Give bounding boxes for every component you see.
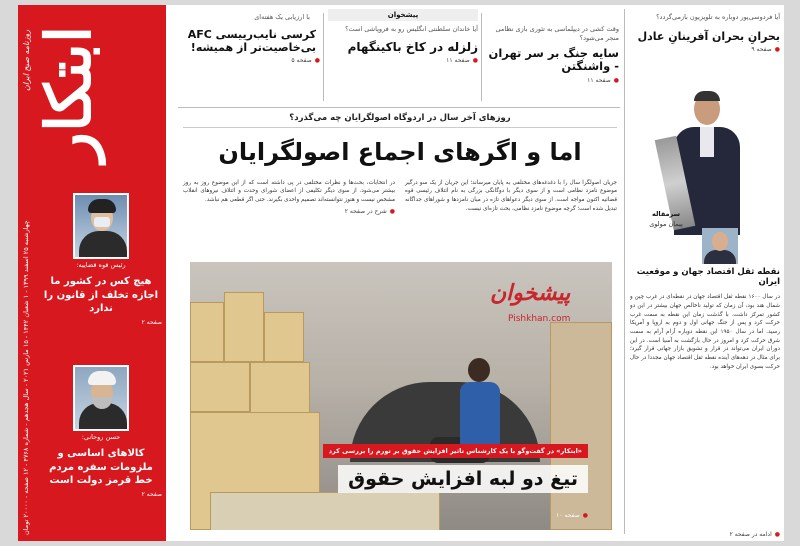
author-portrait [702,228,738,264]
editorial-body: در سال ۱۶۰۰ نقطه ثقل اقتصاد جهان در نقطه‌ای در غرب چین و شمال هند بود، آن زمان که تولید ناخالص جهان بیشتر در این دو کشور تمرکز داشت. با گذشت زمان این نقطه به سمت غرب حرکت کرد و پس از جنگ جهانی اول و دوم به اروپا و آمریکا رسید. اما در سال ۱۹۵۰ این نقطه دوباره آرام آرام به سمت شرق حرکت کرد و امروز در حال بازگشت به آسیا است. در این دوران ایران می‌تواند در قرار و تشویق بازار جهانی قرار گیرد؛ برای مثال در دهه‌های آینده نقطه ثقل اقتصاد جهان مجددا در حال حرکت بسوی ایران خواهد بود. [630,294,780,370]
teaser-title[interactable]: زلزله در کاخ باکینگهام [347,39,478,54]
divider [481,13,482,101]
editorial-label: سرمقاله [652,210,680,218]
photo-story[interactable] [190,262,612,530]
left-story-title[interactable]: کالاهای اساسی و ملزومات سفره مردم خط قرمز دولت است [49,448,153,486]
teaser-war-shadow[interactable] [484,25,619,103]
main-story-body-left-wrap [183,179,395,215]
left-story-caption: حسن روحانی: [81,433,121,441]
rouhani-portrait [73,365,129,431]
teaser-title[interactable]: کرسی نایب‌رییسی AFC بی‌خاصیت‌تر از همیشه! [187,27,316,54]
dateline: چهارشنبه ۲۵ اسفند ۱۳۹۹ - ۱ شعبان ۱۴۴۲ - ۱۵ مارس ۲۰۲۱ - سال هجدهم - شماره ۴۷۶۸ - ۱۲ صفحه - ۲۰۰۰۰ تومان [22,220,30,535]
raisi-portrait [73,193,129,259]
teaser-page: ● صفحه ۱۱ [484,77,619,84]
left-story-caption: رئیس قوه قضاییه: [76,261,126,269]
left-story-page: صفحه ۲ [141,318,162,326]
photo-story-page: ● صفحه ۱۰ [556,512,588,519]
teaser-page: ● صفحه ۱۱ [328,57,478,64]
pishkhan-label: پیشخوان [328,9,478,21]
pishkhan-watermark: پیشخوان [490,280,571,306]
main-story-body-left: در انتخابات، بحث‌ها و نظرات مختلفی در پی داشته است که از این موضوع روز به روز بیشتر می‌شود. از سوی دیگر تکلیفی از اعضای شورای وحدت و ائتلاف نیروهای انقلاب مشخص نیست و هنوز نتوانسته‌اند تصمیم واحدی بگیرند. حتی اگر قطعی هم نباشد. [183,179,395,204]
main-story-more[interactable]: ● شرح در صفحه ۲ [183,208,395,215]
newspaper-logo[interactable]: ابتکار [32,25,105,163]
left-story-page: صفحه ۲ [141,490,162,498]
logo-subtitle: روزنامه صبح ایران [22,29,31,91]
teaser-kicker: آیا خاندان سلطنتی انگلیس رو به فروپاشی است؟ [345,25,478,33]
logo-area [18,5,166,185]
photo-story-kicker: «ابتکار» در گفت‌وگو با یک کارشناس تاثیر افزایش حقوق بر تورم را بررسی کرد [323,444,588,458]
main-story-body [183,179,617,215]
left-story-title[interactable]: هیچ کس در کشور ما اجازه تخلف از قانون را ندارد [43,276,159,314]
right-top-title[interactable]: بحرانِ بحران آفرینانِ عادل [637,29,780,43]
main-story[interactable] [183,113,617,253]
photo-story-headline[interactable]: تیغ دو لبه افزایش حقوق [338,465,588,493]
divider [624,9,625,534]
teaser-title[interactable]: سایه جنگ بر سر تهران - واشنگتن [488,45,619,74]
main-story-headline[interactable]: اما و اگرهای اجماع اصولگرایان [218,138,582,166]
worker [460,382,500,452]
teaser-page: ● صفحه ۵ [178,57,320,64]
divider [178,107,620,108]
left-story-judiciary[interactable] [40,193,162,326]
masthead [18,5,166,541]
right-top-page: ● صفحه ۹ [630,46,780,53]
newspaper-page [18,5,784,541]
teaser-kicker: با ارزیابی یک هفته‌ای [254,13,310,21]
editorial-byline [630,210,702,228]
teaser-afc[interactable] [178,13,320,103]
divider [323,13,324,101]
teaser-kicker: وقت کشی در دیپلماسی به تئوری بازی نظامی منجر می‌شود؟ [495,25,619,42]
editorial-more[interactable]: ● ادامه در صفحه ۲ [630,531,780,538]
main-story-kicker: روزهای آخر سال در اردوگاه اصولگرایان چه می‌گذرد؟ [183,113,617,128]
right-top-story[interactable] [630,13,780,83]
editorial-article[interactable] [630,267,780,537]
main-story-body-right: جریان اصولگرا سال را با دغدغه‌های مختلفی به پایان میرساند؛ این جریان از یک سو درگیر موضوع نامزد نظامی است و از سوی دیگر با دوگانگی بزرگی به نام ائتلاف رئیسی قوه قضائیه اکنون مواجه است. از سوی دیگر دعواهای تازه در میان نامزدها و شوراهای جداگانه تبدیل شده است؛ گرچه موضوع نامزد نظامی، بحث تازه‌ای نیست. [405,179,617,212]
editorial-title[interactable]: نقطه ثقل اقتصاد جهان و موقعیت ایران [636,267,780,288]
teaser-buckingham[interactable] [328,9,478,101]
left-story-rouhani[interactable] [40,365,162,498]
worker [468,358,490,382]
right-top-kicker: آیا فردوسی‌پور دوباره به تلویزیون بازمی‌گردد؟ [656,13,780,21]
pishkhan-watermark-url: Pishkhan.com [508,314,571,324]
editorial-author: پیمان مولوی [649,220,683,228]
